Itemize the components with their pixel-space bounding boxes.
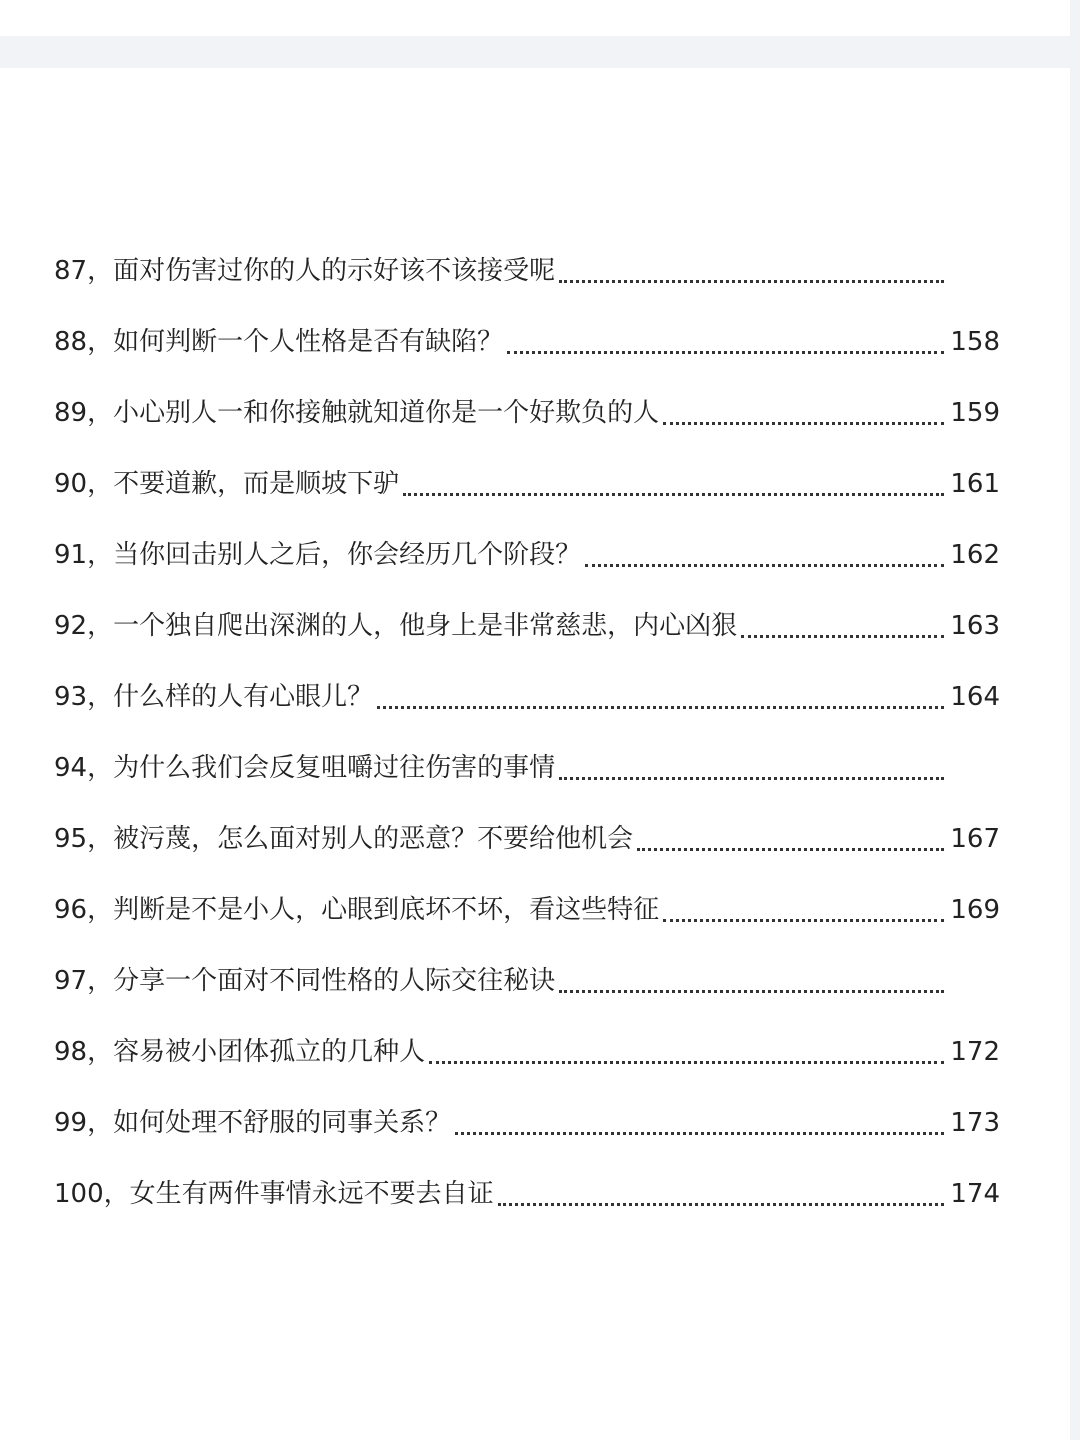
toc-entry-88[interactable]	[54, 307, 1000, 378]
toc-entry-title: 94，为什么我们会反复咀嚼过往伤害的事情	[54, 753, 556, 783]
toc-page-number: 169	[950, 895, 1000, 925]
toc-entry-93[interactable]	[54, 662, 1000, 733]
toc-entry-100[interactable]	[54, 1159, 1000, 1230]
table-of-contents	[54, 236, 1000, 1230]
viewer-scroll-edge	[1070, 0, 1080, 1440]
top-margin	[0, 0, 1080, 36]
toc-entry-title: 98，容易被小团体孤立的几种人	[54, 1037, 426, 1067]
toc-dot-leader	[403, 493, 944, 496]
toc-entry-title: 91，当你回击别人之后，你会经历几个阶段？	[54, 540, 582, 570]
toc-entry-97[interactable]	[54, 946, 1000, 1017]
toc-page-number: 164	[950, 682, 1000, 712]
toc-entry-title: 97，分享一个面对不同性格的人际交往秘诀	[54, 966, 556, 996]
toc-dot-leader	[377, 706, 944, 709]
toc-entry-title: 93，什么样的人有心眼儿？	[54, 682, 374, 712]
toc-entry-92[interactable]	[54, 591, 1000, 662]
toc-entry-title: 96，判断是不是小人，心眼到底坏不坏，看这些特征	[54, 895, 660, 925]
toc-entry-title: 89，小心别人一和你接触就知道你是一个好欺负的人	[54, 398, 660, 428]
toc-entry-title: 100，女生有两件事情永远不要去自证	[54, 1179, 494, 1209]
toc-dot-leader	[559, 777, 944, 780]
toc-entry-87[interactable]	[54, 236, 1000, 307]
toc-dot-leader	[663, 919, 944, 922]
toc-page-number: 158	[950, 327, 1000, 357]
toc-entry-96[interactable]	[54, 875, 1000, 946]
toc-dot-leader	[663, 422, 944, 425]
toc-entry-title: 88，如何判断一个人性格是否有缺陷？	[54, 327, 504, 357]
toc-entry-title: 99，如何处理不舒服的同事关系？	[54, 1108, 452, 1138]
toc-entry-title: 90，不要道歉，而是顺坡下驴	[54, 469, 400, 499]
toc-entry-91[interactable]	[54, 520, 1000, 591]
toc-entry-94[interactable]	[54, 733, 1000, 804]
toc-dot-leader	[637, 848, 944, 851]
toc-page-number: 162	[950, 540, 1000, 570]
toc-page-number: 167	[950, 824, 1000, 854]
toc-page-number: 172	[950, 1037, 1000, 1067]
toc-entry-title: 87，面对伤害过你的人的示好该不该接受呢	[54, 256, 556, 286]
toc-page-number: 159	[950, 398, 1000, 428]
toc-entry-89[interactable]	[54, 378, 1000, 449]
toc-dot-leader	[507, 351, 944, 354]
toc-dot-leader	[498, 1203, 945, 1206]
toc-entry-title: 92，一个独自爬出深渊的人，他身上是非常慈悲，内心凶狠	[54, 611, 738, 641]
toc-dot-leader	[585, 564, 944, 567]
toc-dot-leader	[559, 990, 944, 993]
toc-page-number: 163	[950, 611, 1000, 641]
toc-dot-leader	[741, 635, 944, 638]
toc-page-number: 161	[950, 469, 1000, 499]
toc-entry-95[interactable]	[54, 804, 1000, 875]
toc-page-number: 173	[950, 1108, 1000, 1138]
toc-entry-90[interactable]	[54, 449, 1000, 520]
toc-dot-leader	[559, 280, 944, 283]
viewer-header-bar	[0, 36, 1070, 68]
toc-entry-98[interactable]	[54, 1017, 1000, 1088]
toc-entry-title: 95，被污蔑，怎么面对别人的恶意？不要给他机会	[54, 824, 634, 854]
toc-dot-leader	[429, 1061, 944, 1064]
toc-entry-99[interactable]	[54, 1088, 1000, 1159]
toc-dot-leader	[455, 1132, 944, 1135]
toc-page-number: 174	[950, 1179, 1000, 1209]
